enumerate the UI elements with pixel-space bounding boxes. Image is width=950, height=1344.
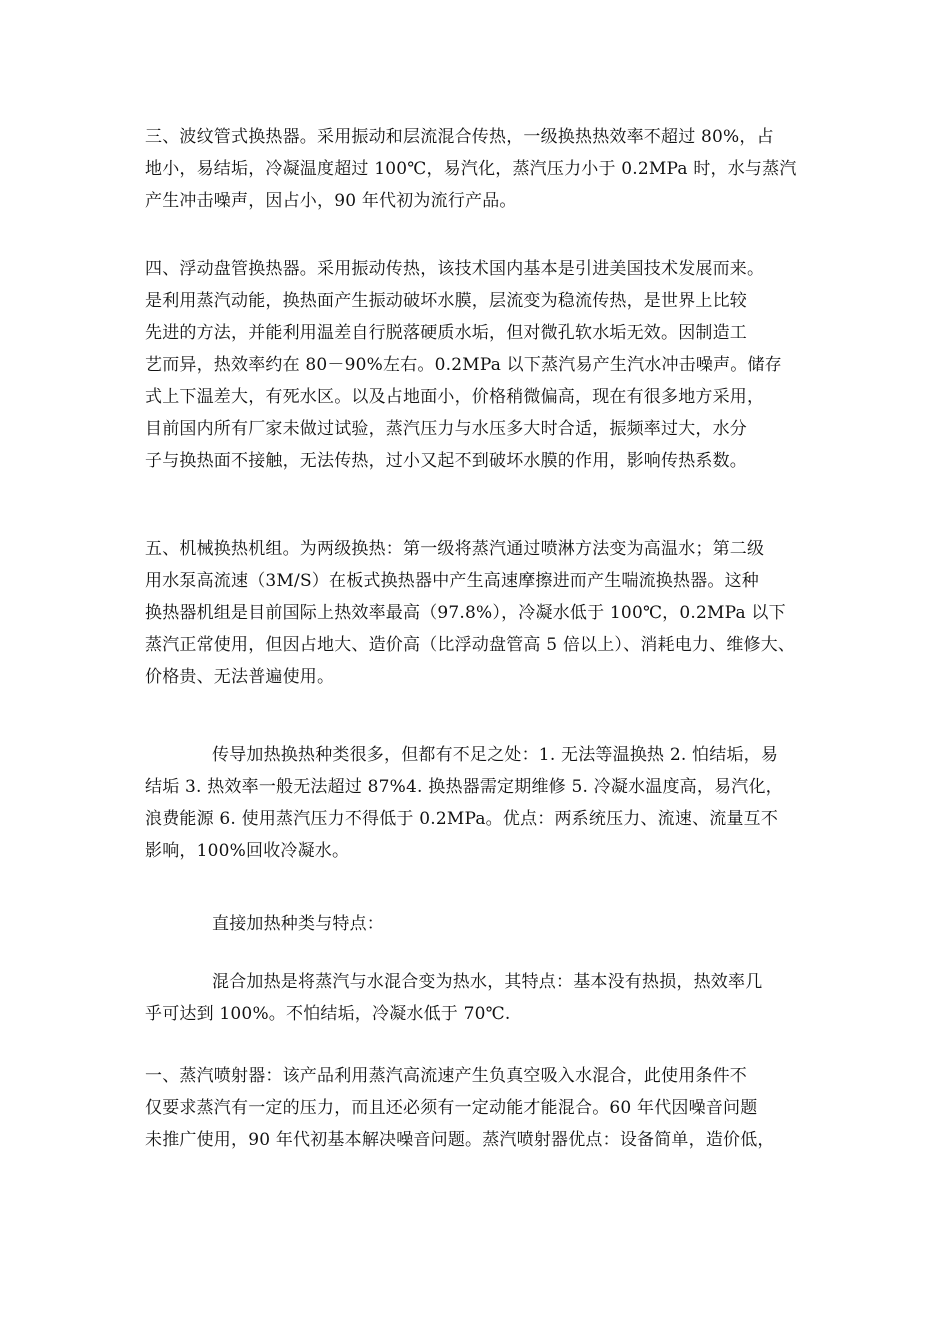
text-line: 混合加热是将蒸汽与水混合变为热水，其特点：基本没有热损，热效率几	[212, 972, 763, 992]
paragraph-mixing-heating	[145, 966, 815, 1030]
text-line: 一、蒸汽喷射器：该产品利用蒸汽高流速产生负真空吸入水混合，此使用条件不	[145, 1066, 747, 1086]
text-line: 式上下温差大，有死水区。以及占地面小，价格稍微偏高，现在有很多地方采用，	[145, 387, 765, 407]
text-line: 传导加热换热种类很多，但都有不足之处：1. 无法等温换热 2. 怕结垢，易	[212, 745, 779, 765]
text-line: 产生冲击噪声，因占小，90 年代初为流行产品。	[145, 191, 517, 211]
text-line: 结垢 3. 热效率一般无法超过 87%4. 换热器需定期维修 5. 冷凝水温度高，易汽化，	[145, 777, 783, 797]
text-line: 四、浮动盘管换热器。采用振动传热，该技术国内基本是引进美国技术发展而来。	[145, 259, 765, 279]
text-line: 换热器机组是目前国际上热效率最高（97.8%），冷凝水低于 100℃，0.2MPa 以下	[145, 603, 786, 623]
text-line: 未推广使用，90 年代初基本解决噪音问题。蒸汽喷射器优点：设备简单，造价低，	[145, 1130, 775, 1150]
text-line: 艺而异，热效率约在 80－90%左右。0.2MPa 以下蒸汽易产生汽水冲击噪声。储存	[145, 355, 782, 375]
paragraph-conduction-heating-summary	[145, 739, 815, 867]
text-line: 浪费能源 6. 使用蒸汽压力不得低于 0.2MPa。优点：两系统压力、流速、流量互不	[145, 809, 779, 829]
text-line: 三、波纹管式换热器。采用振动和层流混合传热，一级换热热效率不超过 80%，占	[145, 127, 774, 147]
paragraph-corrugated-tube-exchanger	[145, 121, 815, 217]
text-line: 直接加热种类与特点：	[212, 914, 384, 934]
text-line: 地小，易结垢，冷凝温度超过 100℃，易汽化，蒸汽压力小于 0.2MPa 时，水与蒸汽	[145, 159, 797, 179]
text-line: 用水泵高流速（3M/S）在板式换热器中产生高速摩擦进而产生喘流换热器。这种	[145, 571, 759, 591]
paragraph-steam-injector	[145, 1060, 815, 1156]
paragraph-mechanical-heat-unit	[145, 533, 815, 693]
text-line: 蒸汽正常使用，但因占地大、造价高（比浮动盘管高 5 倍以上）、消耗电力、维修大、	[145, 635, 796, 655]
text-line: 乎可达到 100%。不怕结垢，冷凝水低于 70℃.	[145, 1004, 511, 1024]
text-line: 价格贵、无法普遍使用。	[145, 667, 335, 687]
text-line: 仅要求蒸汽有一定的压力，而且还必须有一定动能才能混合。60 年代因噪音问题	[145, 1098, 758, 1118]
text-line: 影响，100%回收冷凝水。	[145, 841, 350, 861]
text-line: 目前国内所有厂家未做过试验，蒸汽压力与水压多大时合适，振频率过大，水分	[145, 419, 747, 439]
paragraph-floating-coil-exchanger	[145, 253, 815, 477]
text-line: 先进的方法，并能利用温差自行脱落硬质水垢，但对微孔软水垢无效。因制造工	[145, 323, 747, 343]
text-line: 五、机械换热机组。为两级换热：第一级将蒸汽通过喷淋方法变为高温水；第二级	[145, 539, 765, 559]
text-line: 是利用蒸汽动能，换热面产生振动破坏水膜，层流变为稳流传热，是世界上比较	[145, 291, 747, 311]
text-line: 子与换热面不接触，无法传热，过小又起不到破坏水膜的作用，影响传热系数。	[145, 451, 747, 471]
paragraph-direct-heating-heading	[145, 908, 815, 940]
